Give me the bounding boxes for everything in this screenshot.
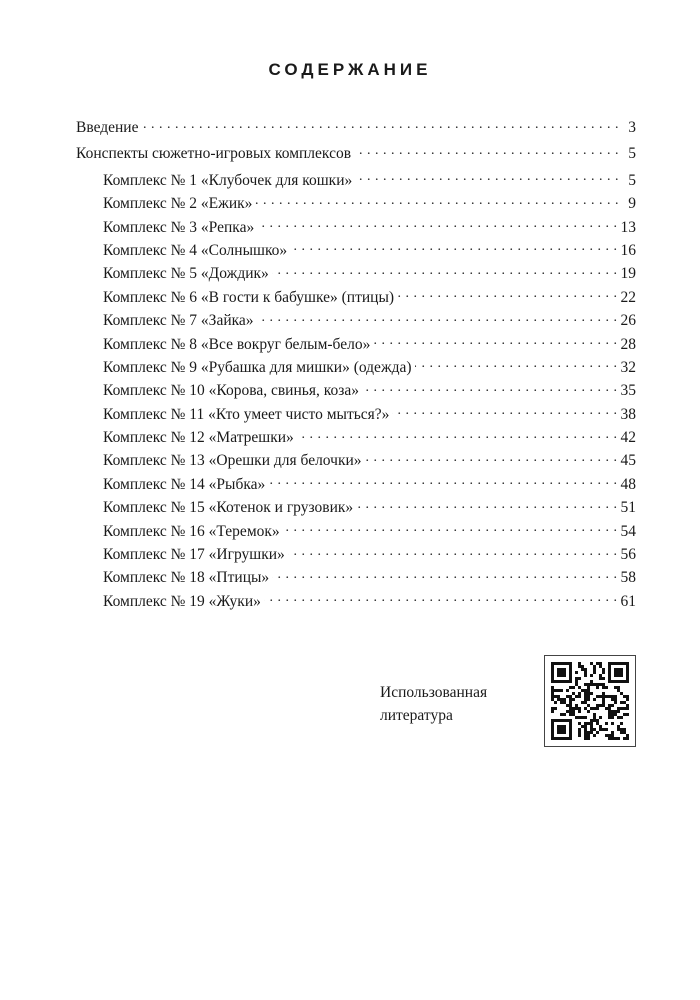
toc-entry-title: Комплекс № 13 «Орешки для белочки»: [103, 452, 362, 470]
toc-entry-page: 13: [620, 218, 636, 236]
toc-entry-page: 38: [620, 405, 636, 423]
toc-entry-page: 56: [620, 546, 636, 564]
toc-entry[interactable]: [76, 333, 636, 356]
toc-leader-dots: [415, 358, 618, 374]
toc-leader-dots: [288, 546, 618, 562]
toc-leader-dots: [354, 145, 619, 161]
toc-entry-page: 51: [620, 499, 636, 517]
toc-entry-title: Комплекс № 11 «Кто умеет чисто мыться?»: [103, 405, 390, 423]
toc-entry-page: 22: [620, 288, 636, 306]
toc-entry[interactable]: [76, 309, 636, 332]
literature-label-line1: Использованная: [380, 684, 488, 701]
toc-entry[interactable]: [76, 590, 636, 613]
toc-entry[interactable]: [76, 543, 636, 566]
toc-entry[interactable]: [76, 239, 636, 262]
toc-leader-dots: [257, 218, 617, 234]
literature-label-line2: литература: [380, 707, 453, 724]
toc-leader-dots: [272, 569, 617, 585]
toc-entry[interactable]: [76, 449, 636, 472]
toc-entry[interactable]: [76, 216, 636, 239]
toc-entry[interactable]: [76, 286, 636, 309]
toc-entry[interactable]: [76, 116, 636, 139]
toc-entry-page: 9: [628, 195, 636, 213]
toc-entry[interactable]: [76, 426, 636, 449]
toc-leader-dots: [397, 288, 617, 304]
toc-leader-dots: [355, 171, 619, 187]
toc-entry-page: 26: [620, 312, 636, 330]
toc-leader-dots: [362, 382, 618, 398]
qr-code-icon[interactable]: [544, 655, 636, 747]
toc-entry-page: 42: [620, 429, 636, 447]
toc-entry-title: Комплекс № 9 «Рубашка для мишки» (одежда): [103, 358, 412, 376]
toc-entry-title: Комплекс № 18 «Птицы»: [103, 569, 270, 587]
table-of-contents: [76, 116, 636, 613]
toc-entry[interactable]: [76, 403, 636, 426]
toc-leader-dots: [297, 429, 618, 445]
toc-entry-title: Комплекс № 19 «Жуки»: [103, 592, 261, 610]
toc-entry-page: 5: [628, 145, 636, 163]
toc-entry[interactable]: [76, 473, 636, 496]
toc-entry-title: Комплекс № 3 «Репка»: [103, 218, 255, 236]
toc-entry-title: Комплекс № 14 «Рыбка»: [103, 475, 266, 493]
toc-entry[interactable]: [76, 520, 636, 543]
toc-leader-dots: [365, 452, 618, 468]
toc-entry-title: Комплекс № 6 «В гости к бабушке» (птицы): [103, 288, 395, 306]
toc-entry[interactable]: [76, 356, 636, 379]
toc-entry-title: Комплекс № 17 «Игрушки»: [103, 546, 285, 564]
toc-entry-title: Комплекс № 10 «Корова, свинья, коза»: [103, 382, 359, 400]
toc-entry[interactable]: [76, 262, 636, 285]
toc-entry-page: 16: [620, 241, 636, 259]
page-title: СОДЕРЖАНИЕ: [268, 60, 432, 79]
literature-label: [380, 681, 487, 727]
toc-entry[interactable]: [76, 142, 636, 165]
toc-leader-dots: [272, 265, 618, 281]
toc-leader-dots: [392, 405, 617, 421]
toc-entry-page: 32: [620, 358, 636, 376]
toc-entry[interactable]: [76, 379, 636, 402]
toc-entry-page: 3: [628, 119, 636, 136]
toc-entry-page: 35: [620, 382, 636, 400]
toc-entry-title: Комплекс № 15 «Котенок и грузовик»: [103, 499, 354, 517]
toc-entry-page: 5: [628, 171, 636, 189]
toc-entry[interactable]: [76, 566, 636, 589]
toc-leader-dots: [290, 241, 617, 257]
toc-entry-page: 48: [620, 475, 636, 493]
toc-entry[interactable]: [76, 496, 636, 519]
toc-entry-title: Комплекс № 12 «Матрешки»: [103, 429, 294, 447]
toc-entry-title: Комплекс № 16 «Теремок»: [103, 522, 280, 540]
qr-code-graphic: [551, 662, 629, 740]
toc-leader-dots: [283, 522, 618, 538]
toc-entry-title: Комплекс № 5 «Дождик»: [103, 265, 269, 283]
toc-entry-page: 54: [620, 522, 636, 540]
toc-entry-title: Комплекс № 8 «Все вокруг белым-бело»: [103, 335, 371, 353]
toc-entry-title: Конспекты сюжетно-игровых комплексов: [76, 145, 352, 163]
toc-entry-page: 45: [620, 452, 636, 470]
toc-entry-page: 28: [620, 335, 636, 353]
toc-entry-page: 61: [620, 592, 636, 610]
toc-entry[interactable]: [76, 192, 636, 215]
toc-entry-page: 58: [620, 569, 636, 587]
toc-leader-dots: [255, 195, 619, 211]
toc-leader-dots: [264, 592, 618, 608]
toc-leader-dots: [373, 335, 617, 351]
toc-entry[interactable]: [76, 169, 636, 192]
toc-entry-title: Введение: [76, 119, 139, 136]
toc-entry-title: Комплекс № 7 «Зайка»: [103, 312, 254, 330]
toc-entry-page: 19: [620, 265, 636, 283]
toc-entry-title: Комплекс № 2 «Ежик»: [103, 195, 253, 213]
toc-leader-dots: [141, 119, 619, 135]
toc-leader-dots: [257, 312, 618, 328]
toc-entry-title: Комплекс № 1 «Клубочек для кошки»: [103, 171, 353, 189]
toc-leader-dots: [268, 475, 617, 491]
toc-leader-dots: [356, 499, 617, 515]
toc-entry-title: Комплекс № 4 «Солнышко»: [103, 241, 288, 259]
